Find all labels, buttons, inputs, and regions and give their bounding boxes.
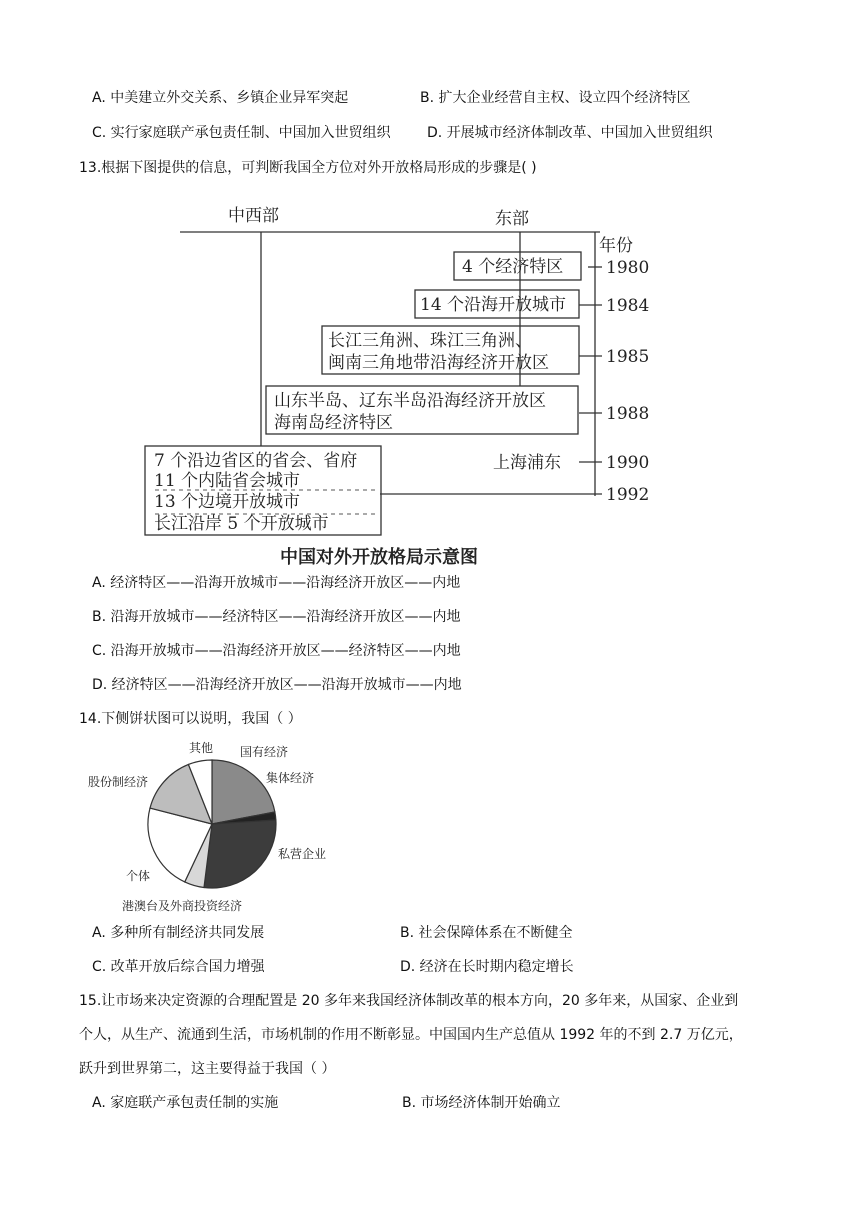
box-inland-line4: 长江沿岸 5 个开放城市 <box>154 514 329 534</box>
q14-option-c: C. 改革开放后综合国力增强 <box>92 959 265 975</box>
q13-option-b: B. 沿海开放城市——经济特区——沿海经济开放区——内地 <box>92 609 461 625</box>
pie-label-other: 其他 <box>189 741 214 755</box>
q14-option-b: B. 社会保障体系在不断健全 <box>400 925 573 941</box>
box-special-zones: 4 个经济特区 <box>462 257 564 277</box>
pudong-label: 上海浦东 <box>493 453 561 473</box>
q15-option-a: A. 家庭联产承包责任制的实施 <box>92 1095 279 1111</box>
pie-label-collective: 集体经济 <box>266 771 315 785</box>
q13-stem: 13.根据下图提供的信息，可判断我国全方位对外开放格局形成的步骤是( ) <box>79 160 537 176</box>
year-1990: 1990 <box>606 453 650 473</box>
box-peninsulas-line2: 海南岛经济特区 <box>274 413 393 433</box>
pie-label-state: 国有经济 <box>240 745 289 759</box>
box-peninsulas-line1: 山东半岛、辽东半岛沿海经济开放区 <box>274 391 546 411</box>
ownership-pie-chart <box>84 734 354 916</box>
pie-label-shareholding: 股份制经济 <box>88 775 149 789</box>
q13-option-d: D. 经济特区——沿海经济开放区——沿海开放城市——内地 <box>92 677 462 693</box>
q12-option-a: A. 中美建立外交关系、乡镇企业异军突起 <box>92 90 349 106</box>
open-door-diagram <box>140 196 680 572</box>
box-inland-line2: 11 个内陆省会城市 <box>154 471 301 491</box>
q15-option-b: B. 市场经济体制开始确立 <box>402 1095 561 1111</box>
q12-option-b: B. 扩大企业经营自主权、设立四个经济特区 <box>420 90 691 106</box>
box-deltas-line2: 闽南三角地带沿海经济开放区 <box>328 353 549 373</box>
q12-option-d: D. 开展城市经济体制改革、中国加入世贸组织 <box>427 125 713 141</box>
year-1984: 1984 <box>606 296 650 316</box>
box-deltas-line1: 长江三角洲、珠江三角洲、 <box>328 331 532 351</box>
q13-option-c: C. 沿海开放城市——沿海经济开放区——经济特区——内地 <box>92 643 461 659</box>
year-header: 年份 <box>599 236 633 256</box>
pie-slice-2 <box>204 820 276 888</box>
q15-stem-line2: 个人，从生产、流通到生活，市场机制的作用不断彰显。中国国内生产总值从 1992 年的不到 2.7 万亿元， <box>79 1027 743 1043</box>
box-inland-line3: 13 个边境开放城市 <box>154 492 301 512</box>
pie-label-private: 私营企业 <box>278 847 327 861</box>
q14-stem: 14.下侧饼状图可以说明，我国（ ） <box>79 711 302 727</box>
diagram-caption: 中国对外开放格局示意图 <box>280 547 478 568</box>
year-1985: 1985 <box>606 347 650 367</box>
q15-stem-line3: 跃升到世界第二，这主要得益于我国（ ） <box>79 1061 336 1077</box>
q14-option-a: A. 多种所有制经济共同发展 <box>92 925 265 941</box>
box-inland-line1: 7 个沿边省区的省会、省府 <box>154 451 358 471</box>
east-label: 东部 <box>495 209 529 229</box>
pie-label-foreign: 港澳台及外商投资经济 <box>122 899 243 913</box>
q13-option-a: A. 经济特区——沿海开放城市——沿海经济开放区——内地 <box>92 575 461 591</box>
year-1988: 1988 <box>606 404 650 424</box>
box-coastal-cities: 14 个沿海开放城市 <box>420 295 567 315</box>
q12-option-c: C. 实行家庭联产承包责任制、中国加入世贸组织 <box>92 125 391 141</box>
west-label: 中西部 <box>228 206 279 226</box>
q14-option-d: D. 经济在长时期内稳定增长 <box>400 959 574 975</box>
year-1992: 1992 <box>606 485 650 505</box>
pie-label-individual: 个体 <box>126 869 151 883</box>
q15-stem-line1: 15.让市场来决定资源的合理配置是 20 多年来我国经济体制改革的根本方向，20 多年来，从国家、企业到 <box>79 993 739 1009</box>
year-1980: 1980 <box>606 258 650 278</box>
